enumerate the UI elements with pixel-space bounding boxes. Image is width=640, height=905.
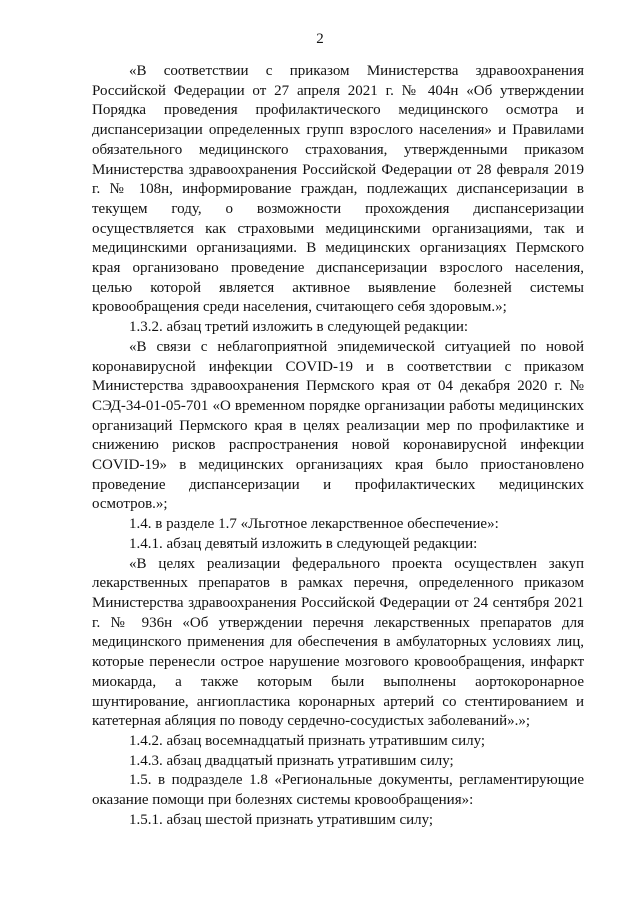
paragraph-quote-medicines: «В целях реализации федерального проекта осуществлен закуп лекарственных препаратов в рамках перечня, определенного приказом Министерства здравоохранения Российской Федерации от 24 сентября 2021 г. № 936н «Об утверждении перечня лекарственных препаратов для медицинского применения для обеспечения в амбулаторных условиях лиц, которые перенесли острое нарушение мозгового кровообращения, инфаркт миокарда, а также которым были выполнены аортокоронарное шунтирование, ангиопластика коронарных артерий со стентированием и катетерная абляция по поводу сердечно-сосудистых заболеваний».»;	[92, 555, 584, 730]
paragraph-item-1-4: 1.4. в разделе 1.7 «Льготное лекарственное обеспечение»:	[129, 516, 499, 533]
paragraph-item-1-4-1: 1.4.1. абзац девятый изложить в следующей редакции:	[129, 535, 478, 552]
page-number: 2	[316, 31, 324, 47]
paragraph-quote-dispensarization: «В соответствии с приказом Министерства здравоохранения Российской Федерации от 27 апреля 2021 г. № 404н «Об утверждении Порядка проведения профилактического медицинского осмотра и диспансеризации определенных групп взрослого населения» и Правилами обязательного медицинского страхования, утвержденными приказом Министерства здравоохранения Российской Федерации от 28 февраля 2019 г. № 108н, информирование граждан, подлежащих диспансеризации в текущем году, о возможности прохождения диспансеризации осуществляется как страховыми медицинскими организациями, так и медицинскими организациями. В медицинских организациях Пермского края организовано проведение диспансеризации взрослого населения, целью которой является активное выявление болезней системы кровообращения среди населения, считающего себя здоровым.»;	[92, 63, 584, 316]
paragraph-quote-covid: «В связи с неблагоприятной эпидемической ситуацией по новой коронавирусной инфекции COVID-19 и в соответствии с приказом Министерства здравоохранения Пермского края от 04 декабря 2020 г. № СЭД-34-01-05-701 «О временном порядке организации работы медицинских организаций Пермского края в целях реализации мер по профилактике и снижению рисков распространения новой коронавирусной инфекции COVID-19» в медицинских организациях края было приостановлено проведение диспансеризации и профилактических медицинских осмотров.»;	[92, 338, 584, 513]
document-body	[92, 62, 584, 830]
paragraph-item-1-5-1: 1.5.1. абзац шестой признать утратившим силу;	[129, 811, 434, 828]
paragraph-item-1-5: 1.5. в подразделе 1.8 «Региональные документы, регламентирующие оказание помощи при болезнях системы кровообращения»:	[92, 772, 584, 809]
paragraph-item-1-4-2: 1.4.2. абзац восемнадцатый признать утратившим силу;	[129, 732, 486, 749]
paragraph-item-1-3-2: 1.3.2. абзац третий изложить в следующей редакции:	[129, 319, 469, 336]
paragraph-item-1-4-3: 1.4.3. абзац двадцатый признать утратившим силу;	[129, 752, 454, 769]
